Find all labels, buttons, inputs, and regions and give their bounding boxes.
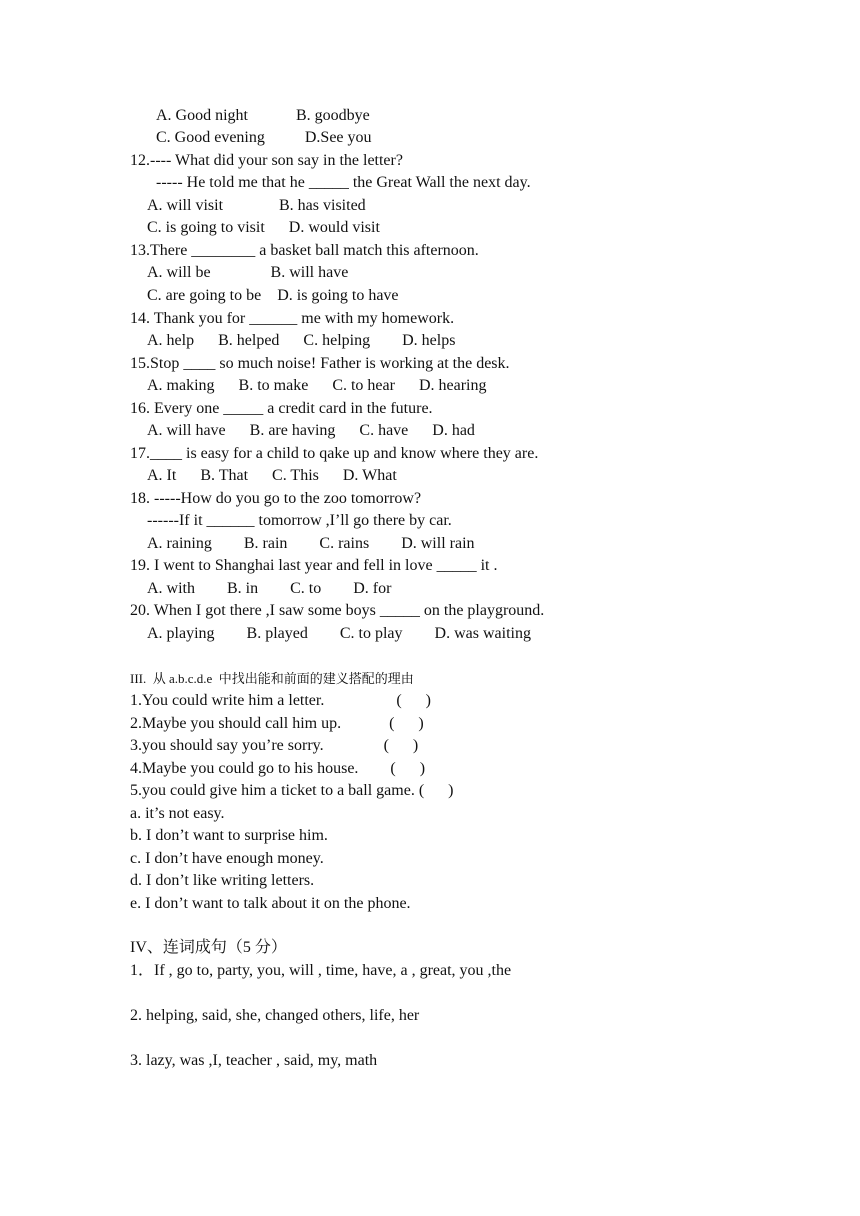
q17-question: 17.____ is easy for a child to qake up and know where they are.: [130, 445, 539, 462]
q20-question: 20. When I got there ,I saw some boys _____ on the playground.: [130, 602, 545, 619]
section-iv-heading: IV、连词成句（5 分）: [130, 939, 287, 956]
q13-question: 13.There ________ a basket ball match this afternoon.: [130, 242, 479, 259]
reason-a: a. it’s not easy.: [130, 805, 225, 822]
q17-options: A. It B. That C. This D. What: [147, 467, 397, 484]
match-item-5: 5.you could give him a ticket to a ball game. ( ): [130, 782, 454, 799]
reason-b: b. I don’t want to surprise him.: [130, 827, 328, 844]
q16-options: A. will have B. are having C. have D. had: [147, 422, 475, 439]
reason-d: d. I don’t like writing letters.: [130, 872, 315, 889]
q14-question: 14. Thank you for ______ me with my homework.: [130, 310, 455, 327]
sentence-item-3: 3. lazy, was ,I, teacher , said, my, math: [130, 1052, 378, 1069]
q16-question: 16. Every one _____ a credit card in the future.: [130, 400, 433, 417]
q18-question: 18. -----How do you go to the zoo tomorrow?: [130, 490, 422, 507]
q13-options-ab: A. will be B. will have: [147, 264, 349, 281]
q15-question: 15.Stop ____ so much noise! Father is working at the desk.: [130, 355, 510, 372]
reason-e: e. I don’t want to talk about it on the phone.: [130, 895, 411, 912]
q12-answer-stem: ----- He told me that he _____ the Great Wall the next day.: [156, 174, 531, 191]
match-item-1: 1.You could write him a letter. ( ): [130, 692, 432, 709]
match-item-4: 4.Maybe you could go to his house. ( ): [130, 760, 426, 777]
section-iii-heading: III. 从 a.b.c.d.e 中找出能和前面的建义搭配的理由: [130, 671, 414, 686]
q13-options-cd: C. are going to be D. is going to have: [147, 287, 399, 304]
q14-options: A. help B. helped C. helping D. helps: [147, 332, 456, 349]
match-item-3: 3.you should say you’re sorry. ( ): [130, 737, 419, 754]
reason-c: c. I don’t have enough money.: [130, 850, 324, 867]
q19-options: A. with B. in C. to D. for: [147, 580, 392, 597]
q12-question: 12.---- What did your son say in the letter?: [130, 152, 403, 169]
sentence-item-2: 2. helping, said, she, changed others, life, her: [130, 1007, 420, 1024]
q18-answer-stem: ------If it ______ tomorrow ,I’ll go there by car.: [147, 512, 452, 529]
q19-question: 19. I went to Shanghai last year and fell in love _____ it .: [130, 557, 498, 574]
q11-options-ab: A. Good night B. goodbye: [156, 107, 370, 124]
match-item-2: 2.Maybe you should call him up. ( ): [130, 715, 424, 732]
q12-options-ab: A. will visit B. has visited: [147, 197, 366, 214]
q12-options-cd: C. is going to visit D. would visit: [147, 219, 380, 236]
sentence-item-1: 1．If , go to, party, you, will , time, have, a , great, you ,the: [130, 962, 512, 979]
q18-options: A. raining B. rain C. rains D. will rain: [147, 535, 475, 552]
q15-options: A. making B. to make C. to hear D. hearing: [147, 377, 487, 394]
q11-options-cd: C. Good evening D.See you: [156, 129, 372, 146]
q20-options: A. playing B. played C. to play D. was waiting: [147, 625, 531, 642]
